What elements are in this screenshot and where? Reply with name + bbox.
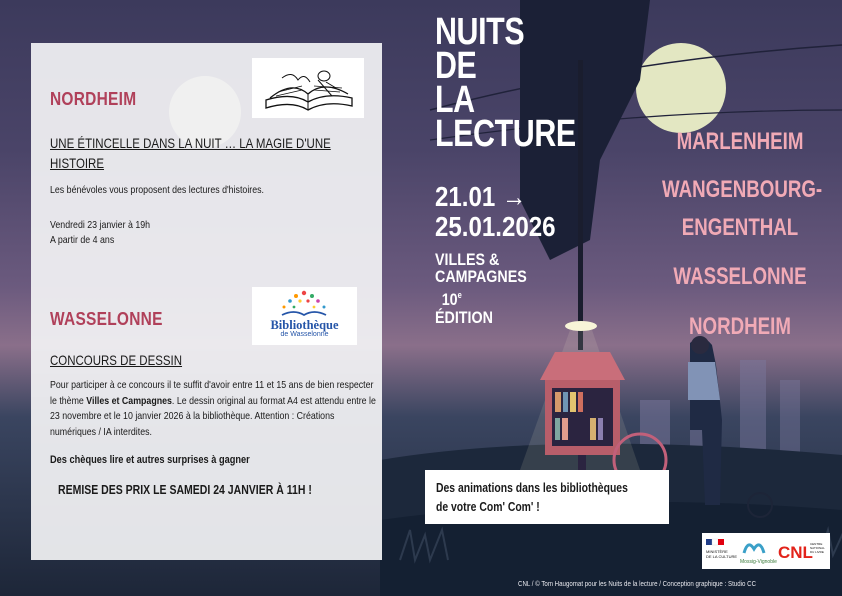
town-wangenbourg: WANGENBOURG- [662, 176, 823, 203]
main-title: NUITS DE LA LECTURE [435, 11, 576, 155]
banner-line-1: Des animations dans les bibliothèques [436, 480, 628, 495]
contest-description: Pour participer à ce concours il te suffit d'avoir entre 11 et 15 ans de bien respecter le thème Villes et Campagnes. Le dessin original au format A4 est attendu entre le 23 novembre et le 10 janvier 2026 à la bibliothèque. Attention : Créations numériques / IA interdites. [50, 379, 376, 438]
town-engenthal: ENGENTHAL [681, 214, 799, 241]
bibliotheque-logo-subtitle: de Wasselonne [280, 331, 329, 338]
town-nordheim: NORDHEIM [689, 313, 791, 340]
cnl-logo [778, 542, 825, 562]
svg-text:DE LA CULTURE: DE LA CULTURE [706, 554, 738, 559]
comcom-logo [740, 545, 777, 565]
svg-text:MINISTÈRE: MINISTÈRE [706, 549, 728, 554]
svg-text:CENTRE: CENTRE [810, 542, 823, 546]
svg-text:Mossig-Vignoble: Mossig-Vignoble [740, 559, 777, 565]
lamp-post [578, 60, 583, 350]
svg-text:NATIONAL: NATIONAL [810, 546, 825, 550]
ministry-logo [706, 539, 737, 559]
edition-label: 10e ÉDITION [435, 290, 493, 327]
open-book-drawing-icon [252, 58, 364, 118]
section-city-nordheim: NORDHEIM [50, 89, 137, 109]
bibliotheque-logo-name: Bibliothèque [270, 318, 339, 332]
contest-prizes: Des chèques lire et autres surprises à gagner [50, 454, 250, 466]
town-wasselonne: WASSELONNE [673, 263, 807, 290]
section-description: Les bénévoles vous proposent des lectures d'histoires. [50, 184, 264, 196]
event-age: A partir de 4 ans [50, 234, 115, 246]
award-announcement: REMISE DES PRIX LE SAMEDI 24 JANVIER À 11H ! [58, 483, 312, 497]
open-book-logo [252, 58, 364, 118]
section-city-wasselonne: WASSELONNE [50, 309, 163, 329]
town-marlenheim: MARLENHEIM [676, 128, 804, 155]
event-dates: 21.01 → 25.01.2026 [435, 181, 556, 242]
animations-banner [425, 470, 669, 524]
partner-logos-strip [702, 533, 830, 569]
section-title-concours: CONCOURS DE DESSIN [50, 352, 183, 368]
svg-text:DU LIVRE: DU LIVRE [810, 550, 824, 554]
svg-text:CNL: CNL [778, 543, 813, 562]
bibliotheque-logo [252, 287, 357, 345]
book-box-roof [540, 352, 625, 380]
banner-line-2: de votre Com' Com' ! [436, 499, 540, 514]
partner-logos [702, 533, 830, 569]
event-date: Vendredi 23 janvier à 19h [50, 219, 151, 231]
credits: CNL / © Tom Haugomat pour les Nuits de la lecture / Conception graphique : Studio CC [518, 579, 757, 588]
section-title-etincelle: UNE ÉTINCELLE DANS LA NUIT … LA MAGIE D'UNE HISTOIRE [50, 135, 331, 171]
theme-label: VILLES & CAMPAGNES [435, 250, 527, 286]
book-stars-icon [252, 287, 357, 319]
